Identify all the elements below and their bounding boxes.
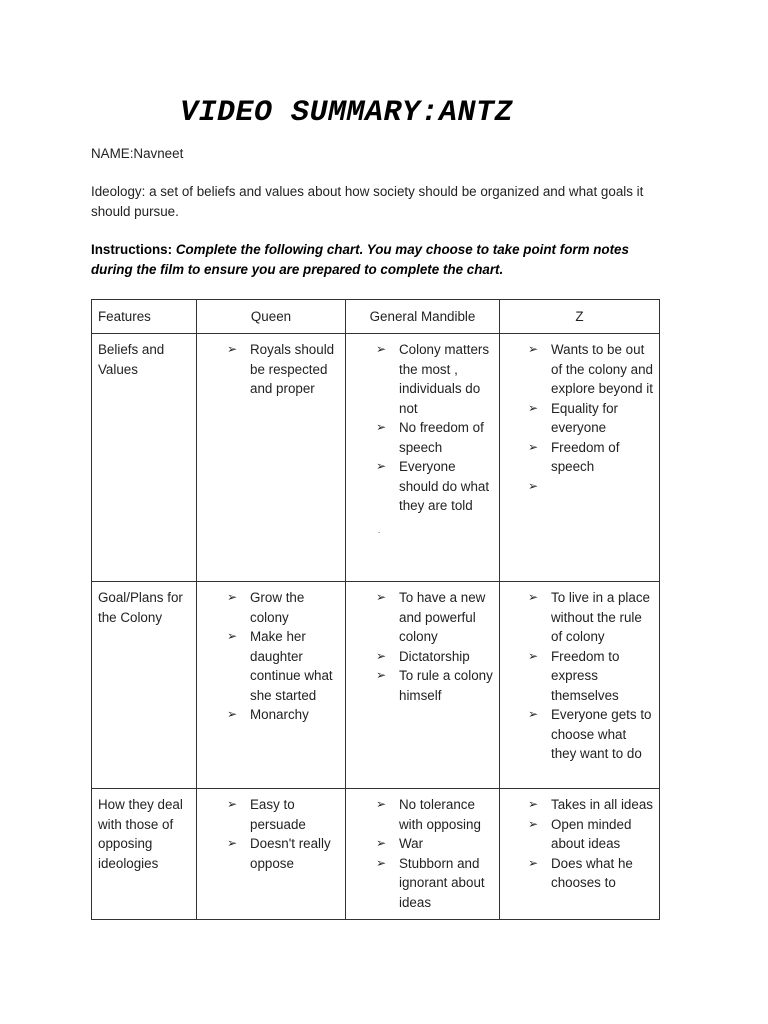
list-item: ➢ Stubborn and ignorant about ideas <box>376 854 493 913</box>
list-item: ➢ Doesn't really oppose <box>227 834 339 873</box>
list-item: ➢ Does what he chooses to <box>528 854 653 893</box>
list-item: ➢ Royals should be respected and proper <box>227 340 339 399</box>
queen-cell <box>197 789 346 920</box>
chart-row-goals <box>92 582 660 789</box>
ideology-definition: Ideology: a set of beliefs and values about how society should be organized and what goals it should pursue. <box>91 184 644 219</box>
header-general-mandible: General Mandible <box>346 300 500 334</box>
list-item: ➢ Everyone gets to choose what they want to do <box>528 705 653 764</box>
z-cell <box>500 789 660 920</box>
mandible-cell <box>346 334 500 582</box>
chart-row-opposing <box>92 789 660 920</box>
list-item: ➢ Open minded about ideas <box>528 815 653 854</box>
instructions <box>91 240 671 280</box>
list-item: ➢ Monarchy <box>227 705 339 725</box>
list-item: ➢ Equality for everyone <box>528 399 653 438</box>
list-item: ➢ Everyone should do what they are told <box>376 457 493 516</box>
list-item: ➢ Colony matters the most , individuals do not <box>376 340 493 418</box>
list-item: ➢ No freedom of speech <box>376 418 493 457</box>
summary-chart <box>91 299 660 920</box>
z-cell <box>500 582 660 789</box>
header-features: Features <box>92 300 197 334</box>
list-item: ➢ Dictatorship <box>376 647 493 667</box>
chart-header-row <box>92 300 660 334</box>
list-item: ➢ To rule a colony himself <box>376 666 493 705</box>
list-item: ➢ To live in a place without the rule of colony <box>528 588 653 647</box>
row-feature-label: Goal/Plans for the Colony <box>92 582 197 789</box>
list-item: ➢ Freedom of speech <box>528 438 653 477</box>
stray-mark: . <box>378 525 381 535</box>
row-feature-label: How they deal with those of opposing ideologies <box>92 789 197 920</box>
name-line: NAME:Navneet <box>91 146 184 161</box>
header-z: Z <box>500 300 660 334</box>
mandible-cell <box>346 789 500 920</box>
instructions-text: Complete the following chart. You may choose to take point form notes during the film to ensure you are prepared to complete the chart. <box>91 242 629 277</box>
list-item <box>528 477 653 497</box>
queen-cell <box>197 582 346 789</box>
list-item: ➢ Wants to be out of the colony and explore beyond it <box>528 340 653 399</box>
chart-row-beliefs <box>92 334 660 582</box>
row-feature-label: Beliefs and Values <box>92 334 197 582</box>
list-item: ➢ Easy to persuade <box>227 795 339 834</box>
list-item: ➢ Grow the colony <box>227 588 339 627</box>
z-cell <box>500 334 660 582</box>
list-item: ➢ War <box>376 834 493 854</box>
list-item: ➢ Freedom to express themselves <box>528 647 653 706</box>
list-item: ➢ To have a new and powerful colony <box>376 588 493 647</box>
list-item: ➢ Takes in all ideas <box>528 795 653 815</box>
list-item: ➢ No tolerance with opposing <box>376 795 493 834</box>
header-queen: Queen <box>197 300 346 334</box>
queen-cell <box>197 334 346 582</box>
mandible-cell <box>346 582 500 789</box>
list-item: ➢ Make her daughter continue what she started <box>227 627 339 705</box>
page-title: VIDEO SUMMARY:ANTZ <box>180 96 514 130</box>
instructions-label: Instructions: <box>91 242 173 257</box>
